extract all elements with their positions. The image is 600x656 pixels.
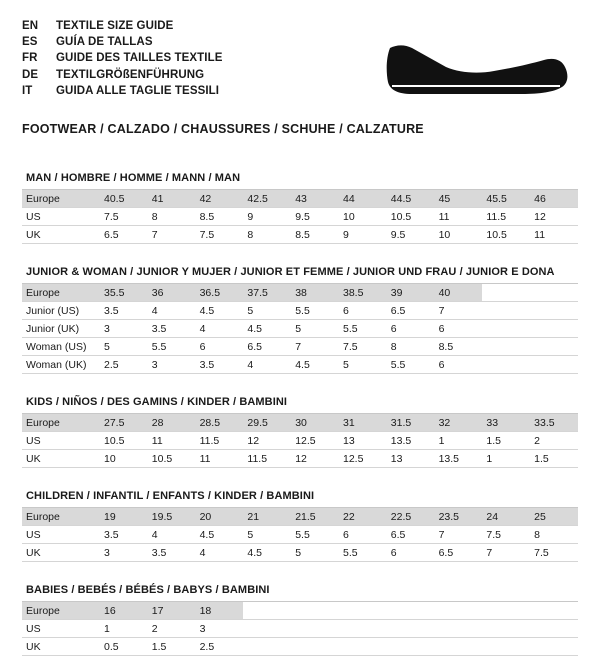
size-cell bbox=[482, 638, 530, 656]
size-cell bbox=[530, 320, 578, 338]
size-cell: 10 bbox=[339, 208, 387, 226]
language-code: IT bbox=[22, 84, 33, 97]
row-label: UK bbox=[22, 450, 100, 468]
size-cell: 1.5 bbox=[530, 450, 578, 468]
size-cell: 1.5 bbox=[148, 638, 196, 656]
size-cell: 8 bbox=[148, 208, 196, 226]
size-cell: 8 bbox=[243, 226, 291, 244]
size-section-title: MAN / HOMBRE / HOMME / MANN / MAN bbox=[26, 172, 241, 184]
size-cell: 3 bbox=[196, 620, 244, 638]
size-cell: 7 bbox=[482, 544, 530, 562]
size-cell: 8.5 bbox=[291, 226, 339, 244]
row-label: UK bbox=[22, 638, 100, 656]
size-cell: 5 bbox=[291, 320, 339, 338]
size-cell: 10 bbox=[100, 450, 148, 468]
size-cell: 38 bbox=[291, 284, 339, 302]
size-cell: 12 bbox=[291, 450, 339, 468]
size-cell: 2.5 bbox=[100, 356, 148, 374]
size-cell: 5 bbox=[100, 338, 148, 356]
language-row bbox=[22, 83, 223, 99]
row-label: US bbox=[22, 526, 100, 544]
size-cell: 6 bbox=[387, 320, 435, 338]
size-cell: 6 bbox=[435, 356, 483, 374]
size-cell: 11.5 bbox=[196, 432, 244, 450]
size-cell: 4.5 bbox=[243, 320, 291, 338]
size-cell: 7.5 bbox=[196, 226, 244, 244]
size-cell: 9 bbox=[243, 208, 291, 226]
size-cell: 4 bbox=[243, 356, 291, 374]
size-cell: 3 bbox=[100, 320, 148, 338]
table-row bbox=[22, 432, 578, 450]
size-cell: 33 bbox=[482, 414, 530, 432]
table-row bbox=[22, 526, 578, 544]
row-label: US bbox=[22, 432, 100, 450]
size-cell: 3.5 bbox=[148, 544, 196, 562]
size-cell: 5 bbox=[291, 544, 339, 562]
size-cell bbox=[291, 638, 339, 656]
size-cell: 35.5 bbox=[100, 284, 148, 302]
table-row bbox=[22, 450, 578, 468]
language-row bbox=[22, 50, 223, 66]
size-cell bbox=[482, 320, 530, 338]
size-cell bbox=[530, 302, 578, 320]
size-cell: 16 bbox=[100, 602, 148, 620]
size-cell: 4.5 bbox=[196, 302, 244, 320]
size-cell: 22 bbox=[339, 508, 387, 526]
size-cell: 4 bbox=[196, 544, 244, 562]
table-row bbox=[22, 226, 578, 244]
size-cell bbox=[530, 638, 578, 656]
size-cell: 28.5 bbox=[196, 414, 244, 432]
size-cell: 12 bbox=[243, 432, 291, 450]
size-cell bbox=[435, 602, 483, 620]
size-cell: 45 bbox=[435, 190, 483, 208]
table-row bbox=[22, 620, 578, 638]
size-cell: 5.5 bbox=[339, 544, 387, 562]
language-row bbox=[22, 18, 223, 34]
size-cell bbox=[291, 620, 339, 638]
size-cell: 33.5 bbox=[530, 414, 578, 432]
size-cell: 19.5 bbox=[148, 508, 196, 526]
size-cell bbox=[243, 620, 291, 638]
size-cell: 27.5 bbox=[100, 414, 148, 432]
size-section bbox=[22, 396, 578, 468]
size-cell bbox=[387, 638, 435, 656]
size-cell: 12.5 bbox=[291, 432, 339, 450]
row-label: US bbox=[22, 620, 100, 638]
size-cell: 5.5 bbox=[148, 338, 196, 356]
size-cell: 10 bbox=[435, 226, 483, 244]
language-code: FR bbox=[22, 52, 38, 65]
size-cell: 11.5 bbox=[482, 208, 530, 226]
size-cell: 40.5 bbox=[100, 190, 148, 208]
size-cell: 3.5 bbox=[100, 526, 148, 544]
row-label: Europe bbox=[22, 190, 100, 208]
size-section-title: KIDS / NIÑOS / DES GAMINS / KINDER / BAMBINI bbox=[26, 396, 288, 408]
table-row bbox=[22, 508, 578, 526]
footwear-category-title: FOOTWEAR / CALZADO / CHAUSSURES / SCHUHE / CALZATURE bbox=[22, 122, 424, 136]
row-label: US bbox=[22, 208, 100, 226]
size-cell: 12 bbox=[530, 208, 578, 226]
language-title: GUÍA DE TALLAS bbox=[56, 36, 153, 49]
size-cell bbox=[530, 338, 578, 356]
size-cell: 8 bbox=[530, 526, 578, 544]
size-cell: 3.5 bbox=[100, 302, 148, 320]
table-row bbox=[22, 302, 578, 320]
size-table bbox=[22, 284, 578, 374]
size-cell bbox=[387, 620, 435, 638]
size-cell: 7.5 bbox=[339, 338, 387, 356]
language-title: TEXTILE SIZE GUIDE bbox=[56, 20, 174, 32]
size-cell: 36.5 bbox=[196, 284, 244, 302]
size-cell bbox=[530, 284, 578, 302]
size-cell: 46 bbox=[530, 190, 578, 208]
size-cell bbox=[243, 602, 291, 620]
size-cell: 42.5 bbox=[243, 190, 291, 208]
size-cell: 8.5 bbox=[196, 208, 244, 226]
size-cell bbox=[482, 356, 530, 374]
size-cell bbox=[291, 602, 339, 620]
size-cell: 4 bbox=[196, 320, 244, 338]
size-cell: 32 bbox=[435, 414, 483, 432]
size-cell: 28 bbox=[148, 414, 196, 432]
size-section-title: CHILDREN / INFANTIL / ENFANTS / KINDER / BAMBINI bbox=[26, 490, 315, 502]
size-cell bbox=[387, 602, 435, 620]
row-label: Europe bbox=[22, 508, 100, 526]
size-cell: 6.5 bbox=[387, 526, 435, 544]
size-section-title: BABIES / BEBÉS / BÉBÉS / BABYS / BAMBINI bbox=[26, 584, 270, 596]
table-row bbox=[22, 638, 578, 656]
size-cell: 17 bbox=[148, 602, 196, 620]
language-title: TEXTILGRÖßENFÜHRUNG bbox=[56, 68, 205, 81]
size-cell: 10.5 bbox=[482, 226, 530, 244]
size-cell: 11 bbox=[196, 450, 244, 468]
size-cell: 6 bbox=[387, 544, 435, 562]
size-cell: 6.5 bbox=[435, 544, 483, 562]
row-label: Junior (UK) bbox=[22, 320, 100, 338]
size-cell: 43 bbox=[291, 190, 339, 208]
size-cell: 30 bbox=[291, 414, 339, 432]
size-cell: 29.5 bbox=[243, 414, 291, 432]
size-section-title: JUNIOR & WOMAN / JUNIOR Y MUJER / JUNIOR ET FEMME / JUNIOR UND FRAU / JUNIOR E DONA bbox=[26, 266, 555, 278]
size-cell: 19 bbox=[100, 508, 148, 526]
size-cell: 5 bbox=[243, 302, 291, 320]
size-cell: 36 bbox=[148, 284, 196, 302]
row-label: Woman (UK) bbox=[22, 356, 100, 374]
size-cell: 10.5 bbox=[148, 450, 196, 468]
size-cell: 10.5 bbox=[387, 208, 435, 226]
size-cell: 11 bbox=[435, 208, 483, 226]
size-table bbox=[22, 602, 578, 656]
size-section bbox=[22, 172, 578, 244]
size-cell: 7.5 bbox=[482, 526, 530, 544]
size-cell: 40 bbox=[435, 284, 483, 302]
size-cell bbox=[482, 284, 530, 302]
size-cell bbox=[339, 638, 387, 656]
size-cell: 21 bbox=[243, 508, 291, 526]
row-label: UK bbox=[22, 226, 100, 244]
size-cell: 6 bbox=[339, 526, 387, 544]
size-cell: 8.5 bbox=[435, 338, 483, 356]
size-cell: 6 bbox=[196, 338, 244, 356]
size-cell bbox=[530, 356, 578, 374]
size-cell: 13.5 bbox=[387, 432, 435, 450]
size-cell: 6.5 bbox=[100, 226, 148, 244]
size-cell bbox=[530, 602, 578, 620]
size-cell: 3 bbox=[148, 356, 196, 374]
size-cell: 7 bbox=[291, 338, 339, 356]
size-cell bbox=[435, 638, 483, 656]
size-cell: 11 bbox=[530, 226, 578, 244]
size-cell: 25 bbox=[530, 508, 578, 526]
size-cell bbox=[339, 620, 387, 638]
size-cell: 11 bbox=[148, 432, 196, 450]
row-label: Junior (US) bbox=[22, 302, 100, 320]
size-cell: 41 bbox=[148, 190, 196, 208]
row-label: Europe bbox=[22, 602, 100, 620]
table-row bbox=[22, 208, 578, 226]
size-cell bbox=[530, 620, 578, 638]
language-code: DE bbox=[22, 68, 39, 81]
document-header bbox=[22, 18, 578, 110]
size-cell: 1.5 bbox=[482, 432, 530, 450]
size-cell: 31.5 bbox=[387, 414, 435, 432]
size-cell: 39 bbox=[387, 284, 435, 302]
row-label: Europe bbox=[22, 284, 100, 302]
size-cell: 7.5 bbox=[530, 544, 578, 562]
size-cell: 4 bbox=[148, 526, 196, 544]
size-cell: 1 bbox=[100, 620, 148, 638]
size-cell: 24 bbox=[482, 508, 530, 526]
size-cell: 37.5 bbox=[243, 284, 291, 302]
row-label: Woman (US) bbox=[22, 338, 100, 356]
size-cell: 18 bbox=[196, 602, 244, 620]
language-code: EN bbox=[22, 20, 39, 32]
size-cell: 13 bbox=[387, 450, 435, 468]
table-row bbox=[22, 190, 578, 208]
size-table bbox=[22, 508, 578, 562]
size-cell: 9.5 bbox=[387, 226, 435, 244]
table-row bbox=[22, 356, 578, 374]
size-cell: 5.5 bbox=[387, 356, 435, 374]
size-section bbox=[22, 266, 578, 374]
size-cell: 9.5 bbox=[291, 208, 339, 226]
size-cell bbox=[435, 620, 483, 638]
size-cell: 5 bbox=[339, 356, 387, 374]
size-cell: 2.5 bbox=[196, 638, 244, 656]
language-row bbox=[22, 34, 223, 50]
size-cell: 45.5 bbox=[482, 190, 530, 208]
size-cell: 4 bbox=[148, 302, 196, 320]
size-cell: 22.5 bbox=[387, 508, 435, 526]
size-cell: 1 bbox=[482, 450, 530, 468]
size-table bbox=[22, 414, 578, 468]
size-cell: 7 bbox=[435, 526, 483, 544]
size-cell: 4.5 bbox=[196, 526, 244, 544]
size-cell: 2 bbox=[530, 432, 578, 450]
table-row bbox=[22, 544, 578, 562]
size-cell: 4.5 bbox=[291, 356, 339, 374]
size-cell bbox=[482, 302, 530, 320]
size-cell: 9 bbox=[339, 226, 387, 244]
size-cell: 0.5 bbox=[100, 638, 148, 656]
size-cell: 13.5 bbox=[435, 450, 483, 468]
size-cell: 31 bbox=[339, 414, 387, 432]
language-row bbox=[22, 67, 223, 83]
dress-shoe-icon bbox=[382, 32, 572, 107]
size-cell: 4.5 bbox=[243, 544, 291, 562]
table-row bbox=[22, 320, 578, 338]
table-row bbox=[22, 338, 578, 356]
size-cell: 42 bbox=[196, 190, 244, 208]
size-cell: 38.5 bbox=[339, 284, 387, 302]
size-cell: 44.5 bbox=[387, 190, 435, 208]
size-cell bbox=[339, 602, 387, 620]
size-cell: 5.5 bbox=[291, 302, 339, 320]
row-label: UK bbox=[22, 544, 100, 562]
size-cell: 3 bbox=[100, 544, 148, 562]
size-cell: 12.5 bbox=[339, 450, 387, 468]
size-section bbox=[22, 584, 578, 656]
size-cell: 5 bbox=[243, 526, 291, 544]
size-cell: 6.5 bbox=[387, 302, 435, 320]
size-cell: 2 bbox=[148, 620, 196, 638]
size-cell: 5.5 bbox=[339, 320, 387, 338]
size-sections bbox=[22, 172, 578, 656]
language-title: GUIDA ALLE TAGLIE TESSILI bbox=[56, 84, 220, 97]
size-cell: 44 bbox=[339, 190, 387, 208]
size-cell: 21.5 bbox=[291, 508, 339, 526]
size-cell: 1 bbox=[435, 432, 483, 450]
size-cell: 10.5 bbox=[100, 432, 148, 450]
size-cell: 3.5 bbox=[148, 320, 196, 338]
size-cell: 20 bbox=[196, 508, 244, 526]
size-cell: 8 bbox=[387, 338, 435, 356]
size-cell: 6 bbox=[435, 320, 483, 338]
size-cell: 6.5 bbox=[243, 338, 291, 356]
language-code: ES bbox=[22, 36, 38, 49]
size-cell: 6 bbox=[339, 302, 387, 320]
size-cell: 7 bbox=[148, 226, 196, 244]
size-cell bbox=[482, 620, 530, 638]
size-cell: 5.5 bbox=[291, 526, 339, 544]
table-row bbox=[22, 414, 578, 432]
table-row bbox=[22, 602, 578, 620]
language-title-list bbox=[22, 18, 223, 99]
size-section bbox=[22, 490, 578, 562]
size-cell: 13 bbox=[339, 432, 387, 450]
language-title: GUIDE DES TAILLES TEXTILE bbox=[56, 52, 223, 65]
size-cell: 7 bbox=[435, 302, 483, 320]
size-cell: 23.5 bbox=[435, 508, 483, 526]
size-cell: 3.5 bbox=[196, 356, 244, 374]
size-cell: 7.5 bbox=[100, 208, 148, 226]
size-cell bbox=[482, 338, 530, 356]
size-cell bbox=[482, 602, 530, 620]
size-table bbox=[22, 190, 578, 244]
row-label: Europe bbox=[22, 414, 100, 432]
table-row bbox=[22, 284, 578, 302]
size-cell: 11.5 bbox=[243, 450, 291, 468]
size-cell bbox=[243, 638, 291, 656]
